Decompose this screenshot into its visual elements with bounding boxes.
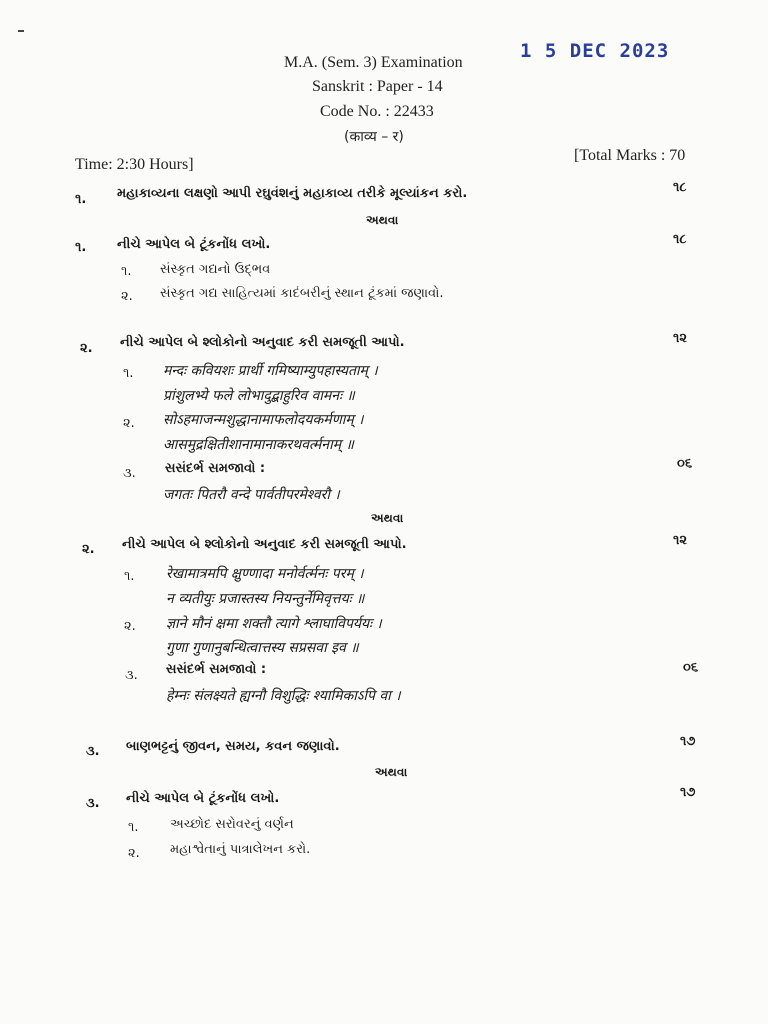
code-line: Code No. : 22433 bbox=[320, 103, 434, 120]
q1-sub1-text: સંસ્કૃત ગદ્યનો ઉદ્‌ભવ bbox=[160, 262, 271, 277]
q2-sub3-line1: जगतः पितरौ वन्दे पार्वतीपरमेश्वरौ । bbox=[163, 487, 340, 503]
q1-alt-number: ૧. bbox=[75, 240, 87, 255]
q2-sub2-line1: सोऽहमाजन्मशुद्धानामाफलोदयकर्मणाम् । bbox=[163, 412, 364, 428]
q2-alt2-number: ૨. bbox=[124, 619, 136, 634]
q3-sub2-number: ૨. bbox=[128, 846, 140, 861]
q3-or: અથવા bbox=[375, 765, 408, 779]
q2-sub3-number: ૩. bbox=[123, 466, 136, 481]
paper-title: (काव्य – र) bbox=[344, 129, 404, 145]
q2-sub1-line1: मन्दः कवियशः प्रार्थी गमिष्याम्युपहास्यताम् । bbox=[163, 363, 378, 379]
q2-alt-text: નીચે આપેલ બે શ્લોકોનો અનુવાદ કરી સમજૂતી આપો. bbox=[122, 537, 407, 552]
subject-line: Sanskrit : Paper - 14 bbox=[312, 78, 443, 95]
q2-sub1-line2: प्रांशुलभ्ये फले लोभादुद्बाहुरिव वामनः ॥ bbox=[163, 388, 355, 404]
q2-alt3-label: સસંદર્ભ સમજાવો : bbox=[166, 662, 267, 677]
q1-sub2-number: ૨. bbox=[121, 289, 133, 304]
time-label: Time: 2:30 Hours] bbox=[75, 156, 194, 173]
q3-text: બાણભટ્ટનું જીવન, સમય, કવન જણાવો. bbox=[126, 739, 340, 754]
q3-sub1-text: અચ્છોદ સરોવરનું વર્ણન bbox=[170, 817, 294, 832]
q2-or: અથવા bbox=[371, 511, 404, 525]
q3-sub2-text: મહાશ્વેતાનું પાત્રાલેખન કરો. bbox=[170, 842, 311, 857]
scan-speck bbox=[18, 30, 24, 32]
q1-sub2-text: સંસ્કૃત ગદ્ય સાહિત્યમાં કાદંબરીનું સ્થાન ટૂંકમાં જણાવો. bbox=[160, 286, 444, 301]
q2-alt2-line2: गुणा गुणानुबन्धित्वात्तस्य सप्रसवा इव ॥ bbox=[166, 640, 359, 656]
q1-or: અથવા bbox=[366, 213, 399, 227]
q2-sub1-number: ૧. bbox=[123, 366, 134, 381]
q2-sub3-marks: ૦૬ bbox=[677, 456, 693, 471]
q2-alt1-number: ૧. bbox=[124, 569, 135, 584]
q1-alt-marks: ૧૮ bbox=[673, 232, 687, 247]
q2-number: ૨. bbox=[80, 341, 93, 356]
q1-text: મહાકાવ્યના લક્ષણો આપી રઘુવંશનું મહાકાવ્ય તરીકે મૂલ્યાંકન કરો. bbox=[117, 186, 468, 201]
q2-marks: ૧૨ bbox=[673, 331, 688, 346]
exam-title: M.A. (Sem. 3) Examination bbox=[284, 54, 463, 71]
q2-sub2-number: ૨. bbox=[123, 416, 135, 431]
q2-alt3-number: ૩. bbox=[125, 668, 138, 683]
q3-alt-number: ૩. bbox=[86, 796, 100, 811]
q2-alt2-line1: ज्ञाने मौनं क्षमा शक्तौ त्यागे श्लाघाविपर्ययः । bbox=[166, 616, 382, 632]
q3-alt-text: નીચે આપેલ બે ટૂંકનોંધ લખો. bbox=[126, 791, 280, 806]
q1-marks: ૧૮ bbox=[673, 180, 687, 195]
q1-sub1-number: ૧. bbox=[121, 264, 132, 279]
q2-sub2-line2: आसमुद्रक्षितीशानामानाकरथवर्त्मनाम् ॥ bbox=[163, 437, 354, 453]
q1-number: ૧. bbox=[75, 192, 87, 207]
q3-alt-marks: ૧૭ bbox=[680, 785, 696, 800]
q2-text: નીચે આપેલ બે શ્લોકોનો અનુવાદ કરી સમજૂતી આપો. bbox=[120, 335, 405, 350]
q2-alt1-line1: रेखामात्रमपि क्षुण्णादा मनोर्वर्त्मनः परम् । bbox=[166, 566, 364, 582]
q2-alt3-line1: हेम्नः संलक्ष्यते ह्यग्नौ विशुद्धिः श्यामिकाऽपि वा । bbox=[166, 688, 401, 704]
q1-alt-text: નીચે આપેલ બે ટૂંકનોંધ લખો. bbox=[117, 237, 271, 252]
q2-alt1-line2: न व्यतीयुः प्रजास्तस्य नियन्तुर्नेमिवृत्तयः ॥ bbox=[166, 591, 365, 607]
date-stamp: 1 5 DEC 2023 bbox=[520, 40, 670, 62]
q2-sub3-label: સસંદર્ભ સમજાવો : bbox=[165, 461, 266, 476]
q3-marks: ૧૭ bbox=[680, 734, 696, 749]
q3-number: ૩. bbox=[86, 744, 100, 759]
q2-alt-number: ૨. bbox=[82, 542, 95, 557]
q3-sub1-number: ૧. bbox=[128, 820, 139, 835]
total-marks: [Total Marks : 70 bbox=[574, 147, 686, 164]
q2-alt3-marks: ૦૬ bbox=[683, 660, 699, 675]
q2-alt-marks: ૧૨ bbox=[673, 533, 688, 548]
